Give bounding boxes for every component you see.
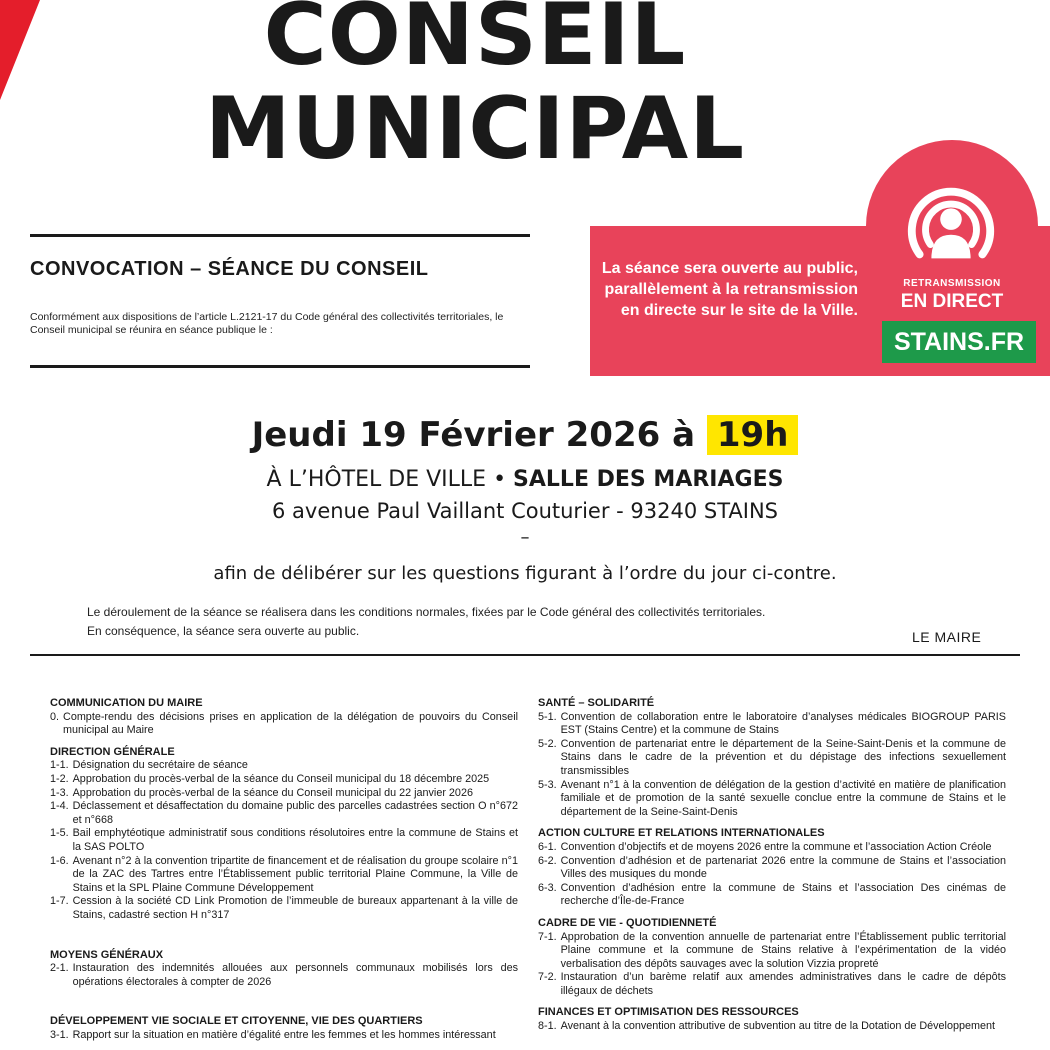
- venue-room: SALLE DES MARIAGES: [513, 467, 784, 492]
- agenda-item-number: 8-1.: [538, 1020, 557, 1033]
- agenda-section: [538, 1006, 1006, 1033]
- notice-line1: Le déroulement de la séance se réalisera dans les conditions normales, fixées par le Code général des collectivités territoriales.: [87, 605, 766, 619]
- agenda-item-number: 1-5.: [50, 827, 69, 840]
- agenda-item-text: Désignation du secrétaire de séance: [72, 759, 248, 772]
- agenda-item: [50, 855, 518, 896]
- agenda-item-text: Instauration d’un barème relatif aux amendes administratives dans le cadre de dépôts illégaux de déchets: [560, 971, 1006, 997]
- meeting-address: 6 avenue Paul Vaillant Couturier - 93240 STAINS: [272, 499, 778, 523]
- agenda-section-title: DIRECTION GÉNÉRALE: [50, 745, 175, 758]
- agenda-section: [538, 827, 1006, 909]
- agenda-section: [50, 1015, 518, 1042]
- meeting-date-text: Jeudi 19 Février 2026 à: [251, 415, 696, 455]
- agenda-item-number: 3-1.: [50, 1028, 69, 1041]
- signature: LE MAIRE: [912, 629, 982, 645]
- agenda-item-number: 0.: [50, 710, 60, 723]
- agenda-item-text: Convention de collaboration entre le laboratoire d’analyses médicales BIOGROUP PARIS EST (Stains Centre) et la commune de Stains: [560, 710, 1006, 737]
- agenda-item: [538, 882, 1006, 909]
- meeting-date: [0, 410, 1050, 460]
- agenda-item: [50, 773, 518, 787]
- agenda-item-number: 1-7.: [50, 895, 69, 908]
- venue-prefix: À L’HÔTEL DE VILLE •: [266, 467, 507, 492]
- separator-dash: –: [520, 527, 530, 548]
- agenda-item-text: Convention de partenariat entre le département de la Seine-Saint-Denis et la commune de Stains dans le cadre de la prévention et du dépistage des infections sexuellement transmissibles: [560, 737, 1006, 777]
- agenda-item-number: 5-2.: [538, 737, 557, 750]
- divider: [30, 365, 530, 368]
- broadcast-text: La séance sera ouverte au public, parallèlement à la retransmission en directe sur le site de la Ville.: [601, 260, 858, 319]
- convocation-title: CONVOCATION – SÉANCE DU CONSEIL: [30, 258, 429, 280]
- agenda-section-title: ACTION CULTURE ET RELATIONS INTERNATIONALES: [538, 827, 825, 840]
- agenda-item-text: Bail emphytéotique administratif sous conditions résolutoires entre la commune de Stains et la SAS POLTO: [72, 827, 518, 853]
- agenda-item: [50, 962, 518, 989]
- agenda-column-right: [538, 697, 1006, 1034]
- agenda-item: [538, 971, 1006, 998]
- agenda-item-number: 5-1.: [538, 710, 557, 723]
- agenda-item-text: Convention d’adhésion entre la commune de Stains et l’association Des cinémas de recherche d’Île-de-France: [560, 881, 1006, 908]
- agenda-item-number: 1-3.: [50, 786, 69, 799]
- agenda-item: [50, 1029, 518, 1043]
- agenda-item-text: Avenant à la convention attributive de subvention au titre de la Dotation de Développement: [560, 1020, 995, 1033]
- notice-line2: En conséquence, la séance sera ouverte au public.: [87, 624, 360, 638]
- agenda-section: [50, 746, 518, 923]
- agenda-item-text: Approbation de la convention annuelle de partenariat entre l’Établissement public territorial Plaine commune et la commune de Stains relative à l’expérimentation de la vidéo verbalisation des dépôts sauvages avec la solution Vizzia propreté: [560, 930, 1006, 970]
- agenda-item-text: Compte-rendu des décisions prises en application de la délégation de pouvoirs du Conseil municipal au Maire: [63, 710, 518, 737]
- agenda-item-text: Rapport sur la situation en matière d’égalité entre les femmes et les hommes intéressant: [72, 1028, 496, 1041]
- divider: [30, 234, 530, 237]
- divider: [30, 654, 1020, 656]
- meeting-venue: [0, 465, 1050, 495]
- agenda-item: [538, 931, 1006, 972]
- agenda-item-text: Avenant n°1 à la convention de délégation de la gestion d’activité en matière de planification familiale et de promotion de la santé sexuelle conclue entre la commune de Stains et le département de la Seine-Saint-Denis: [560, 778, 1006, 818]
- agenda-section-title: DÉVELOPPEMENT VIE SOCIALE ET CITOYENNE, VIE DES QUARTIERS: [50, 1015, 423, 1028]
- agenda-item-number: 1-6.: [50, 854, 69, 867]
- agenda-item: [538, 841, 1006, 855]
- site-badge: STAINS.FR: [882, 321, 1036, 363]
- agenda-item: [538, 855, 1006, 882]
- agenda-item-text: Approbation du procès-verbal de la séance du Conseil municipal du 18 décembre 2025: [72, 772, 490, 785]
- agenda-section: [50, 697, 518, 738]
- agenda-item: [50, 827, 518, 854]
- agenda-item: [538, 779, 1006, 820]
- agenda-item-text: Avenant n°2 à la convention tripartite de financement et de réalisation du groupe scolaire n°1 de la ZAC des Tartres entre l’Établissement public territorial Plaine Commune, la Ville de Stains et la SPL Plaine Commune Développement: [72, 854, 518, 894]
- page-title-line1: CONSEIL: [263, 0, 687, 85]
- agenda-column-left: [50, 697, 518, 1042]
- meeting-time-highlight: 19h: [707, 415, 799, 455]
- agenda-section: [538, 917, 1006, 999]
- agenda-item-number: 1-1.: [50, 759, 69, 772]
- agenda-item-text: Convention d’adhésion et de partenariat 2026 entre la commune de Stains et l’association Villes des musiques du monde: [560, 854, 1006, 881]
- agenda-section-title: COMMUNICATION DU MAIRE: [50, 697, 203, 709]
- agenda-section: [538, 697, 1006, 819]
- agenda-item: [50, 800, 518, 827]
- agenda-item-number: 6-1.: [538, 840, 557, 853]
- broadcast-label-small: RETRANSMISSION: [903, 278, 1001, 289]
- agenda-item-text: Approbation du procès-verbal de la séance du Conseil municipal du 22 janvier 2026: [72, 786, 473, 799]
- agenda-section-title: SANTÉ – SOLIDARITÉ: [538, 697, 655, 709]
- agenda-item: [538, 711, 1006, 738]
- agenda-item-number: 6-3.: [538, 881, 557, 894]
- agenda-item: [538, 738, 1006, 779]
- agenda-section-title: CADRE DE VIE - QUOTIDIENNETÉ: [538, 916, 717, 929]
- agenda-section: [50, 949, 518, 990]
- agenda-item: [538, 1020, 1006, 1034]
- agenda-item-text: Convention d’objectifs et de moyens 2026 entre la commune et l’association Action Créole: [560, 840, 992, 853]
- agenda-item: [50, 759, 518, 773]
- agenda-item-number: 6-2.: [538, 854, 557, 867]
- meeting-purpose: afin de délibérer sur les questions figurant à l’ordre du jour ci-contre.: [213, 563, 837, 584]
- agenda-item-text: Instauration des indemnités allouées aux personnels communaux mobilisés lors des opérations électorales à compter de 2026: [72, 962, 518, 988]
- live-stream-person-icon: [902, 176, 1000, 274]
- agenda-section-title: FINANCES ET OPTIMISATION DES RESSOURCES: [538, 1006, 799, 1019]
- agenda-item-number: 7-2.: [538, 971, 557, 984]
- agenda-section-title: MOYENS GÉNÉRAUX: [50, 948, 164, 961]
- broadcast-label-big: EN DIRECT: [900, 291, 1004, 312]
- agenda-item: [50, 787, 518, 801]
- agenda-item-number: 7-1.: [538, 930, 557, 943]
- page-title-line2: MUNICIPAL: [205, 79, 745, 179]
- agenda-item: [50, 895, 518, 922]
- agenda-item-number: 5-3.: [538, 778, 557, 791]
- agenda-item-number: 2-1.: [50, 962, 69, 975]
- agenda-item: [50, 711, 518, 738]
- agenda-item-text: Cession à la société CD Link Promotion de l’immeuble de bureaux appartenant à la ville de Stains, cadastré section H n°317: [72, 895, 518, 921]
- convocation-text: Conformément aux dispositions de l’article L.2121-17 du Code général des collectivités territoriales, le Conseil municipal se réunira en séance publique le :: [30, 311, 504, 336]
- agenda-item-number: 1-4.: [50, 800, 69, 813]
- agenda-item-number: 1-2.: [50, 772, 69, 785]
- agenda-item-text: Déclassement et désaffectation du domaine public des parcelles cadastrées section O n°672 et n°668: [72, 800, 518, 826]
